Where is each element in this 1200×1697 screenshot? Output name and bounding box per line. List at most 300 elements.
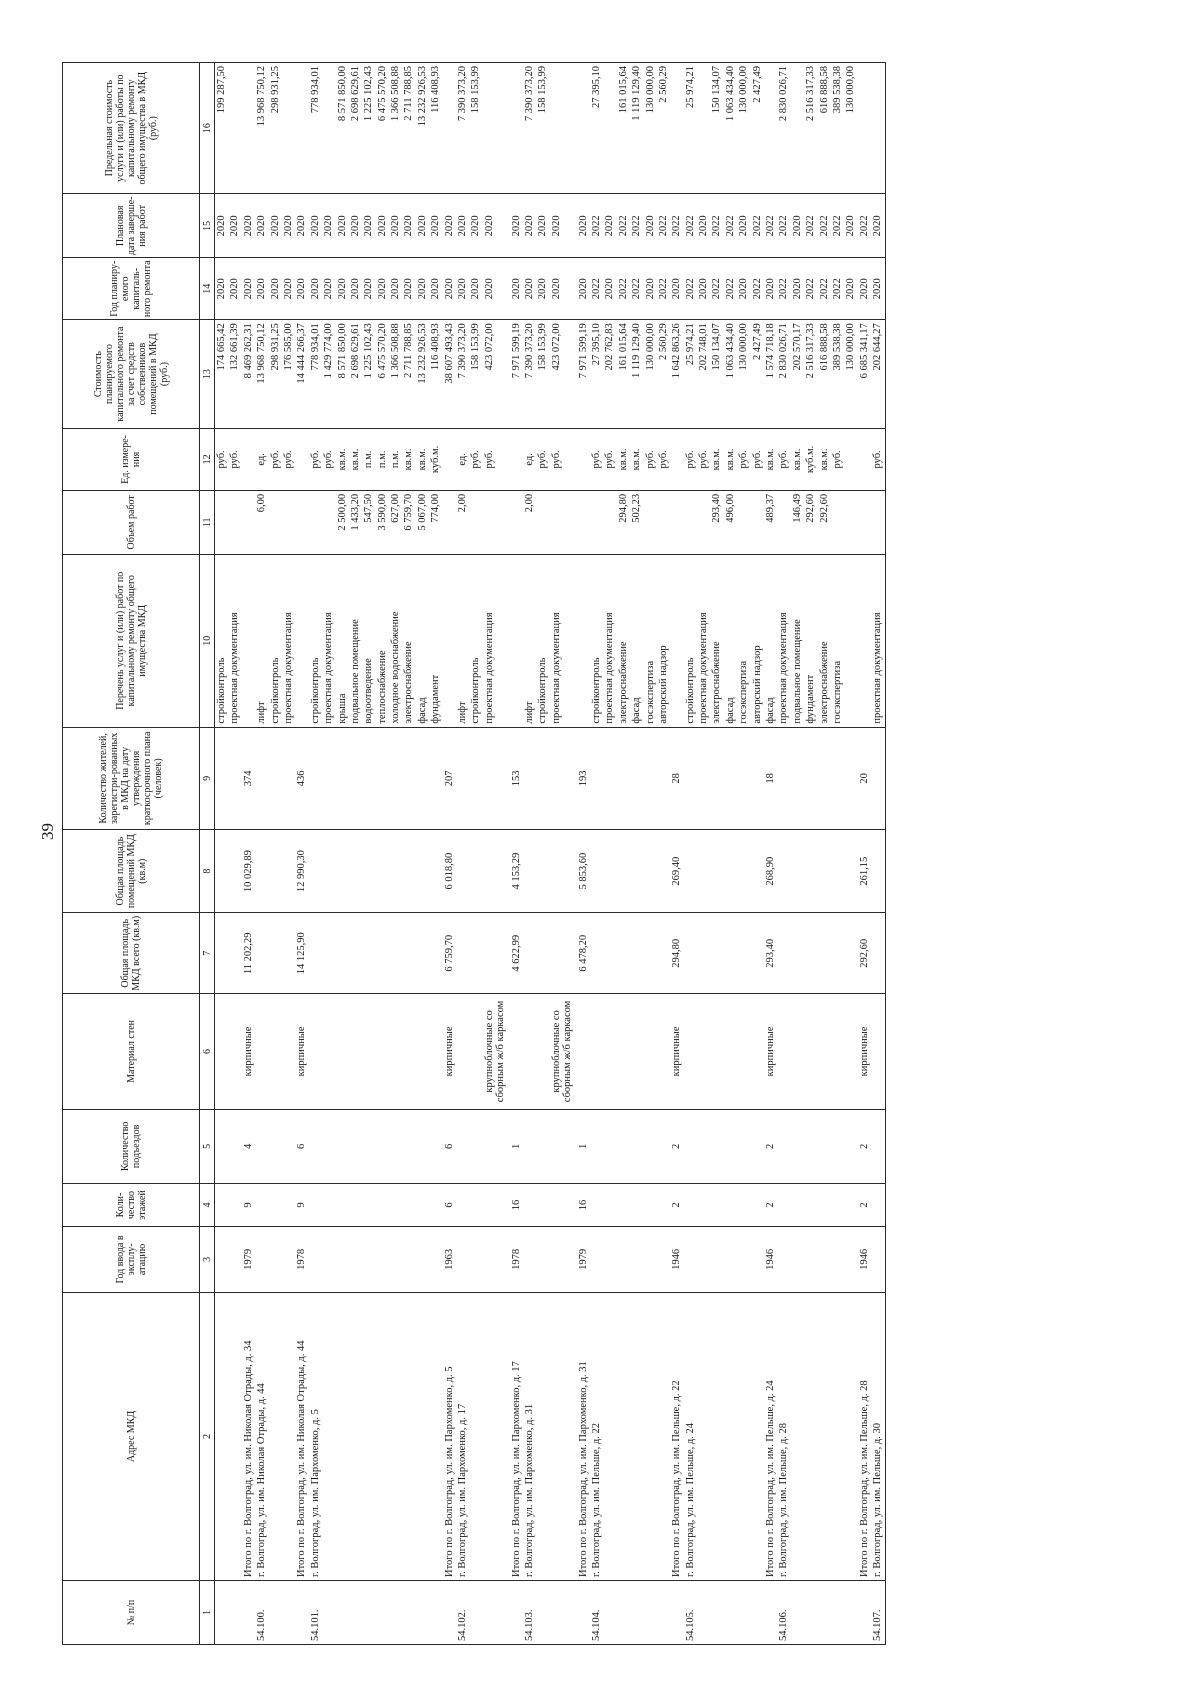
floors-cell: 2: [858, 1184, 871, 1227]
unit-cell: кв.м.: [402, 428, 415, 490]
table-row: [791, 63, 804, 1645]
residents-cell: [710, 727, 723, 829]
table-row: [536, 63, 549, 1645]
cost-cell: 13 968 750,12: [255, 320, 268, 429]
row-number-cell: 54.102.: [456, 1581, 469, 1645]
repair-year-cell: 2020: [376, 258, 389, 320]
row-number-cell: [724, 1581, 737, 1645]
max-cost-cell: 116 408,93: [429, 63, 442, 194]
column-header: Материал стен: [63, 994, 200, 1109]
completion-date-cell: 2020: [389, 194, 402, 258]
floors-cell: [617, 1184, 630, 1227]
work-volume-cell: 2,00: [456, 490, 469, 554]
entrances-cell: [389, 1109, 402, 1184]
repair-year-cell: 2020: [644, 258, 657, 320]
commission-year-cell: [684, 1226, 697, 1292]
address-cell: Итого по г. Волгоград, ул. им. Пельше, д. 28: [858, 1292, 871, 1580]
work-volume-cell: 294,80: [617, 490, 630, 554]
total-area-cell: [483, 913, 496, 994]
premises-area-cell: [215, 830, 229, 913]
unit-cell: руб.: [751, 428, 764, 490]
entrances-cell: [336, 1109, 349, 1184]
cost-cell: [496, 320, 509, 429]
work-volume-cell: 6,00: [255, 490, 268, 554]
residents-cell: [777, 727, 790, 829]
premises-area-cell: 6 018,80: [443, 830, 456, 913]
entrances-cell: 1: [510, 1109, 523, 1184]
unit-cell: [858, 428, 871, 490]
address-cell: [630, 1292, 643, 1580]
commission-year-cell: [456, 1226, 469, 1292]
total-area-cell: [282, 913, 295, 994]
max-cost-cell: [282, 63, 295, 194]
cost-cell: 616 888,58: [818, 320, 831, 429]
repair-year-cell: 2020: [349, 258, 362, 320]
cost-cell: 423 072,00: [550, 320, 563, 429]
column-number: 13: [200, 320, 215, 429]
cost-cell: 6 475 570,20: [376, 320, 389, 429]
table-row: [469, 63, 482, 1645]
commission-year-cell: 1979: [242, 1226, 255, 1292]
premises-area-cell: [282, 830, 295, 913]
work-volume-cell: 5 067,00: [416, 490, 429, 554]
work-volume-cell: 292,60: [818, 490, 831, 554]
total-area-cell: [777, 913, 790, 994]
unit-cell: руб.: [469, 428, 482, 490]
commission-year-cell: [429, 1226, 442, 1292]
row-number-cell: [536, 1581, 549, 1645]
repair-year-cell: 2022: [590, 258, 603, 320]
address-cell: [751, 1292, 764, 1580]
floors-cell: [710, 1184, 723, 1227]
repair-year-cell: 2020: [255, 258, 268, 320]
entrances-cell: [536, 1109, 549, 1184]
work-volume-cell: [737, 490, 750, 554]
work-type-cell: стройконтроль: [309, 554, 322, 727]
address-cell: [469, 1292, 482, 1580]
column-header: № п/п: [63, 1581, 200, 1645]
work-type-cell: [443, 554, 456, 727]
row-number-cell: [563, 1581, 576, 1645]
completion-date-cell: 2022: [858, 194, 871, 258]
table-row: [443, 63, 456, 1645]
work-type-cell: госэкспертиза: [644, 554, 657, 727]
wall-material-cell: [456, 994, 469, 1109]
wall-material-cell: [657, 994, 670, 1109]
work-type-cell: лифт: [456, 554, 469, 727]
commission-year-cell: [563, 1226, 576, 1292]
residents-cell: [844, 727, 857, 829]
unit-cell: кв.м.: [630, 428, 643, 490]
work-volume-cell: 547,50: [362, 490, 375, 554]
premises-area-cell: [644, 830, 657, 913]
residents-cell: 18: [764, 727, 777, 829]
column-header: Ед. измере-ния: [63, 428, 200, 490]
max-cost-cell: 616 888,58: [818, 63, 831, 194]
entrances-cell: [349, 1109, 362, 1184]
cost-cell: 116 408,93: [429, 320, 442, 429]
repair-year-cell: 2020: [402, 258, 415, 320]
unit-cell: руб.: [644, 428, 657, 490]
residents-cell: [322, 727, 335, 829]
cost-cell: 1 225 102,43: [362, 320, 375, 429]
commission-year-cell: [697, 1226, 710, 1292]
table-row: [389, 63, 402, 1645]
premises-area-cell: [322, 830, 335, 913]
total-area-cell: [215, 913, 229, 994]
total-area-cell: [831, 913, 844, 994]
max-cost-cell: 199 287,50: [215, 63, 229, 194]
completion-date-cell: 2020: [336, 194, 349, 258]
row-number-cell: [228, 1581, 241, 1645]
cost-cell: 38 607 493,43: [443, 320, 456, 429]
commission-year-cell: 1946: [858, 1226, 871, 1292]
row-number-cell: [322, 1581, 335, 1645]
total-area-cell: 14 125,90: [295, 913, 308, 994]
address-cell: [818, 1292, 831, 1580]
address-cell: [617, 1292, 630, 1580]
max-cost-cell: [563, 63, 576, 194]
total-area-cell: [255, 913, 268, 994]
row-number-cell: [617, 1581, 630, 1645]
unit-cell: [844, 428, 857, 490]
max-cost-cell: 1 119 129,40: [630, 63, 643, 194]
total-area-cell: [389, 913, 402, 994]
table-row: [644, 63, 657, 1645]
table-row: [336, 63, 349, 1645]
cost-cell: 161 015,64: [617, 320, 630, 429]
residents-cell: [309, 727, 322, 829]
commission-year-cell: [376, 1226, 389, 1292]
work-type-cell: проектная документация: [603, 554, 616, 727]
address-cell: [496, 1292, 509, 1580]
floors-cell: [536, 1184, 549, 1227]
work-type-cell: авторский надзор: [657, 554, 670, 727]
work-type-cell: фундамент: [804, 554, 817, 727]
max-cost-cell: [295, 63, 308, 194]
commission-year-cell: 1979: [577, 1226, 590, 1292]
repair-year-cell: 2020: [523, 258, 536, 320]
work-type-cell: фасад: [416, 554, 429, 727]
entrances-cell: [818, 1109, 831, 1184]
work-type-cell: стройконтроль: [536, 554, 549, 727]
unit-cell: [563, 428, 576, 490]
table-row: [429, 63, 442, 1645]
row-number-cell: 54.103.: [523, 1581, 536, 1645]
work-type-cell: фасад: [630, 554, 643, 727]
work-type-cell: лифт: [255, 554, 268, 727]
total-area-cell: 292,60: [858, 913, 871, 994]
column-number: 3: [200, 1226, 215, 1292]
column-header: Объем работ: [63, 490, 200, 554]
total-area-cell: [563, 913, 576, 994]
residents-cell: [831, 727, 844, 829]
row-number-cell: [416, 1581, 429, 1645]
residents-cell: 153: [510, 727, 523, 829]
completion-date-cell: 2020: [429, 194, 442, 258]
row-number-cell: [644, 1581, 657, 1645]
work-volume-cell: 502,23: [630, 490, 643, 554]
max-cost-cell: 778 934,01: [309, 63, 322, 194]
entrances-cell: 4: [242, 1109, 255, 1184]
table-row: [376, 63, 389, 1645]
rotated-landscape-table: [0, 57, 1125, 1697]
floors-cell: [644, 1184, 657, 1227]
entrances-cell: 2: [670, 1109, 683, 1184]
work-type-cell: проектная документация: [282, 554, 295, 727]
residents-cell: [603, 727, 616, 829]
entrances-cell: [603, 1109, 616, 1184]
work-type-cell: проектная документация: [777, 554, 790, 727]
entrances-cell: 6: [443, 1109, 456, 1184]
wall-material-cell: [550, 994, 590, 1109]
floors-cell: [630, 1184, 643, 1227]
floors-cell: [871, 1184, 885, 1227]
repair-year-cell: 2022: [804, 258, 817, 320]
floors-cell: [777, 1184, 790, 1227]
residents-cell: [349, 727, 362, 829]
max-cost-cell: 130 000,00: [737, 63, 750, 194]
row-number-cell: [764, 1581, 777, 1645]
completion-date-cell: 2020: [737, 194, 750, 258]
repair-year-cell: [496, 258, 509, 320]
work-type-cell: электроснабжение: [818, 554, 831, 727]
residents-cell: [469, 727, 482, 829]
entrances-cell: 6: [295, 1109, 308, 1184]
floors-cell: 9: [295, 1184, 308, 1227]
row-number-cell: [483, 1581, 496, 1645]
work-volume-cell: [590, 490, 603, 554]
residents-cell: [483, 727, 496, 829]
column-number: 16: [200, 63, 215, 194]
unit-cell: руб.: [282, 428, 295, 490]
work-volume-cell: 3 590,00: [376, 490, 389, 554]
work-volume-cell: [295, 490, 308, 554]
max-cost-cell: 130 000,00: [844, 63, 857, 194]
unit-cell: кв.м.: [336, 428, 349, 490]
completion-date-cell: 2020: [523, 194, 536, 258]
max-cost-cell: [603, 63, 616, 194]
floors-cell: [228, 1184, 241, 1227]
repair-year-cell: 2022: [617, 258, 630, 320]
max-cost-cell: [242, 63, 255, 194]
repair-year-cell: 2020: [336, 258, 349, 320]
floors-cell: [309, 1184, 322, 1227]
premises-area-cell: [456, 830, 469, 913]
wall-material-cell: кирпичные: [443, 994, 456, 1109]
completion-date-cell: 2020: [871, 194, 885, 258]
wall-material-cell: [336, 994, 349, 1109]
repair-year-cell: 2020: [215, 258, 229, 320]
address-cell: [282, 1292, 295, 1580]
commission-year-cell: [402, 1226, 415, 1292]
column-header: Плановая дата заверше-ния работ: [63, 194, 200, 258]
total-area-cell: [630, 913, 643, 994]
total-area-cell: [309, 913, 322, 994]
commission-year-cell: 1963: [443, 1226, 456, 1292]
address-cell: г. Волгоград, ул. им. Пельше, д. 22: [590, 1292, 603, 1580]
floors-cell: [831, 1184, 844, 1227]
completion-date-cell: 2020: [416, 194, 429, 258]
total-area-cell: [376, 913, 389, 994]
commission-year-cell: [255, 1226, 268, 1292]
repair-year-cell: 2020: [697, 258, 710, 320]
entrances-cell: [322, 1109, 335, 1184]
column-header: Стоимость планируемого капитального ремонта за счет средств собственников помещений в МКД (руб.): [63, 320, 200, 429]
residents-cell: [684, 727, 697, 829]
table-row: [563, 63, 576, 1645]
row-number-cell: 54.107.: [871, 1581, 885, 1645]
wall-material-cell: [697, 994, 710, 1109]
wall-material-cell: [684, 994, 697, 1109]
cost-cell: [563, 320, 576, 429]
repair-year-cell: 2020: [389, 258, 402, 320]
wall-material-cell: [777, 994, 790, 1109]
floors-cell: [550, 1184, 563, 1227]
premises-area-cell: [804, 830, 817, 913]
address-cell: [804, 1292, 817, 1580]
work-volume-cell: [269, 490, 282, 554]
unit-cell: ед.: [523, 428, 536, 490]
table-row: [710, 63, 723, 1645]
unit-cell: руб.: [777, 428, 790, 490]
wall-material-cell: [376, 994, 389, 1109]
address-cell: [322, 1292, 335, 1580]
repair-year-cell: 2020: [483, 258, 496, 320]
cost-cell: 7 390 373,20: [523, 320, 536, 429]
row-number-cell: [443, 1581, 456, 1645]
work-type-cell: [242, 554, 255, 727]
address-cell: [563, 1292, 576, 1580]
floors-cell: [456, 1184, 469, 1227]
max-cost-cell: [670, 63, 683, 194]
repair-year-cell: 2020: [871, 258, 885, 320]
address-cell: [215, 1292, 229, 1580]
column-header: Общая площадь помещений МКД (кв.м): [63, 830, 200, 913]
work-volume-cell: 489,37: [764, 490, 777, 554]
max-cost-cell: [322, 63, 335, 194]
row-number-cell: [295, 1581, 308, 1645]
commission-year-cell: 1946: [670, 1226, 683, 1292]
address-cell: [791, 1292, 804, 1580]
commission-year-cell: [215, 1226, 229, 1292]
wall-material-cell: [644, 994, 657, 1109]
premises-area-cell: [737, 830, 750, 913]
max-cost-cell: [228, 63, 241, 194]
commission-year-cell: [483, 1226, 496, 1292]
cost-cell: 176 585,00: [282, 320, 295, 429]
work-type-cell: проектная документация: [228, 554, 241, 727]
row-number-cell: [657, 1581, 670, 1645]
work-volume-cell: [777, 490, 790, 554]
total-area-cell: [697, 913, 710, 994]
row-number-cell: [469, 1581, 482, 1645]
premises-area-cell: [269, 830, 282, 913]
unit-cell: [242, 428, 255, 490]
premises-area-cell: [590, 830, 603, 913]
total-area-cell: [362, 913, 375, 994]
entrances-cell: [429, 1109, 442, 1184]
total-area-cell: [228, 913, 241, 994]
premises-area-cell: [791, 830, 804, 913]
residents-cell: [376, 727, 389, 829]
floors-cell: [657, 1184, 670, 1227]
unit-cell: [443, 428, 456, 490]
completion-date-cell: 2022: [657, 194, 670, 258]
address-cell: [336, 1292, 349, 1580]
cost-cell: 14 444 266,37: [295, 320, 308, 429]
commission-year-cell: [282, 1226, 295, 1292]
max-cost-cell: 1 063 434,40: [724, 63, 737, 194]
repair-year-cell: 2022: [777, 258, 790, 320]
work-volume-cell: [215, 490, 229, 554]
row-number-cell: [336, 1581, 349, 1645]
completion-date-cell: 2022: [630, 194, 643, 258]
cost-cell: 778 934,01: [309, 320, 322, 429]
residents-cell: [657, 727, 670, 829]
table-row: [630, 63, 643, 1645]
address-cell: [402, 1292, 415, 1580]
commission-year-cell: [791, 1226, 804, 1292]
residents-cell: [791, 727, 804, 829]
completion-date-cell: 2022: [764, 194, 777, 258]
cost-cell: 2 711 788,85: [402, 320, 415, 429]
premises-area-cell: [376, 830, 389, 913]
cost-cell: 1 429 774,00: [322, 320, 335, 429]
total-area-cell: 11 202,29: [242, 913, 255, 994]
max-cost-cell: [871, 63, 885, 194]
total-area-cell: [469, 913, 482, 994]
residents-cell: [590, 727, 603, 829]
repair-year-cell: [563, 258, 576, 320]
premises-area-cell: [603, 830, 616, 913]
work-volume-cell: [469, 490, 482, 554]
work-volume-cell: [684, 490, 697, 554]
cost-cell: 202 644,27: [871, 320, 885, 429]
total-area-cell: [751, 913, 764, 994]
commission-year-cell: [416, 1226, 429, 1292]
wall-material-cell: [751, 994, 764, 1109]
floors-cell: [322, 1184, 335, 1227]
table-row: [724, 63, 737, 1645]
commission-year-cell: [644, 1226, 657, 1292]
work-type-cell: стройконтроль: [269, 554, 282, 727]
cost-cell: 13 232 926,53: [416, 320, 429, 429]
floors-cell: [362, 1184, 375, 1227]
residents-cell: [456, 727, 469, 829]
work-volume-cell: 496,00: [724, 490, 737, 554]
row-number-cell: [630, 1581, 643, 1645]
work-volume-cell: [831, 490, 844, 554]
table-row: [496, 63, 509, 1645]
repair-year-cell: 2020: [416, 258, 429, 320]
max-cost-cell: 158 153,99: [536, 63, 549, 194]
completion-date-cell: 2022: [777, 194, 790, 258]
max-cost-cell: 1 225 102,43: [362, 63, 375, 194]
max-cost-cell: 2 516 317,33: [804, 63, 817, 194]
residents-cell: [617, 727, 630, 829]
address-cell: [844, 1292, 857, 1580]
table-row: [456, 63, 469, 1645]
max-cost-cell: 2 427,49: [751, 63, 764, 194]
entrances-cell: [550, 1109, 563, 1184]
commission-year-cell: [777, 1226, 790, 1292]
floors-cell: [336, 1184, 349, 1227]
cost-cell: 1 574 718,18: [764, 320, 777, 429]
address-cell: [724, 1292, 737, 1580]
total-area-cell: [349, 913, 362, 994]
completion-date-cell: 2020: [269, 194, 282, 258]
